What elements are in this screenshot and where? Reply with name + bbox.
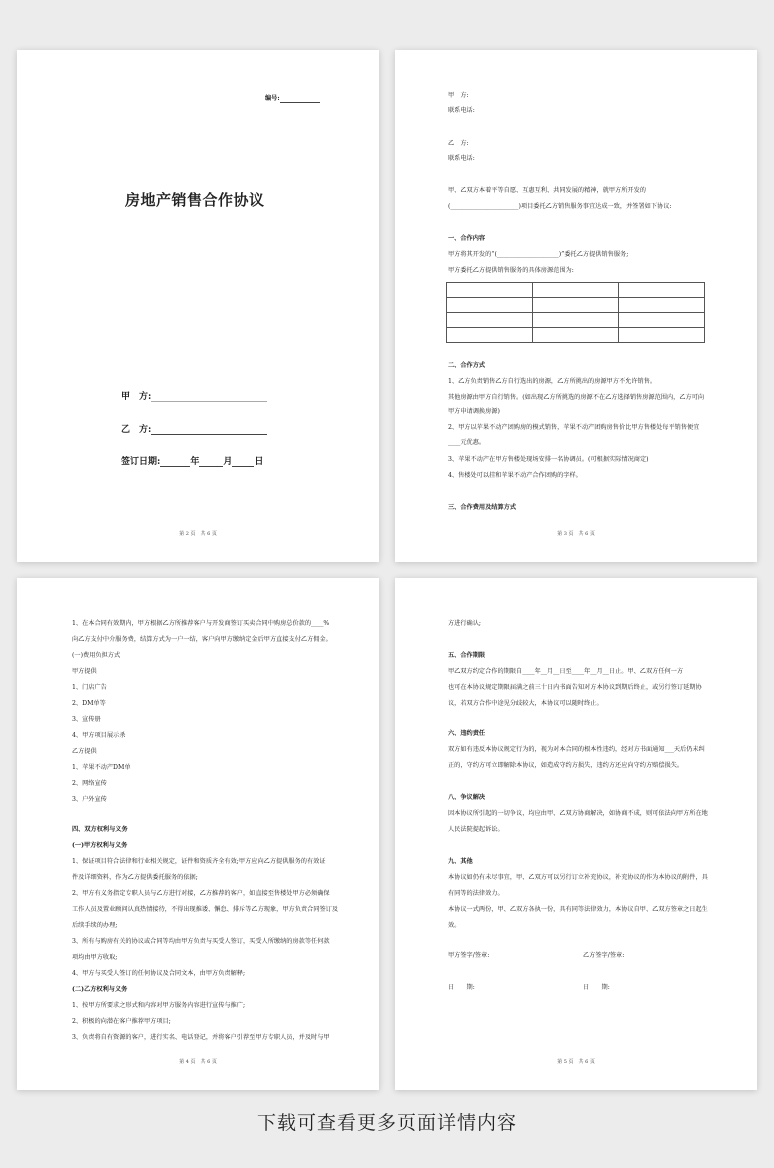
text-line: 甲方将其开发的“(____________________)”委托乙方提供销售服务; (448, 251, 629, 258)
text-line: 效。 (448, 922, 461, 929)
text-line: 1、保证项目符合法律和行业相关规定，证件和资质齐全有效;甲方应向乙方提供服务的有效证 (72, 858, 326, 865)
text-line: 3、户外宣传 (72, 796, 107, 803)
text-line: 3、负责将自有资源的客户，进行实名、电话登记，并将客户引荐至甲方专职人员，并及时与甲 (72, 1034, 330, 1041)
party-b-date: 日 期: (583, 984, 610, 991)
text-line: 4、售楼处可以挂和苹果不动产合作团购的字样。 (448, 472, 582, 479)
text-line: 乙方提供 (72, 748, 97, 755)
text-line: 2、网络宣传 (72, 780, 107, 787)
text-line: 联系电话: (448, 107, 475, 114)
section-heading: 三、合作费用及结算方式 (448, 504, 517, 511)
text-line: 1、苹果不动产DM单 (72, 764, 131, 771)
text-line: 4、甲方与买受人签订的任何协议及合同文本，由甲方负责解释; (72, 970, 246, 977)
sign-date-field: 签订日期: 年 月 日 (121, 457, 264, 467)
page-number: 第 5 页 共 6 页 (557, 1059, 595, 1065)
section-heading: 二、合作方式 (448, 362, 486, 369)
party-b-field: 乙 方: (121, 422, 267, 435)
page-4 (17, 578, 379, 1090)
section-heading: 一、合作内容 (448, 235, 486, 242)
text-line: 甲方委托乙方提供销售服务的具体房源范围为: (448, 267, 574, 274)
page-number: 第 4 页 共 6 页 (179, 1059, 217, 1065)
page-3 (395, 50, 757, 562)
text-line: 其他房源由甲方自行销售。(如出现乙方所挑选的房源不在乙方选择销售房源范围内，乙方可向 (448, 394, 705, 401)
text-line: 1、在本合同有效期内，甲方根据乙方所推荐客户与开发商签订买卖合同中购房总价款的____% (72, 620, 330, 627)
text-line: 工作人员及置业顾问认真热情接待，不得出现推诿、懈怠、排斥等乙方现象，甲方负责合同签订及 (72, 906, 339, 913)
text-line: 1、门店广告 (72, 684, 107, 691)
text-line: 2、积极的向潜在客户推荐甲方项目; (72, 1018, 171, 1025)
text-line: 乙 方: (448, 140, 469, 147)
text-line: 2、DM单等 (72, 700, 106, 707)
text-line: 也可在本协议规定期限届满之前三十日内书面告知对方本协议到期后终止，或另行签订延期协 (448, 684, 702, 691)
section-heading: 八、争议解决 (448, 794, 486, 801)
text-line: (一)费用负担方式 (72, 652, 121, 659)
text-line: 后续手续的办理; (72, 922, 118, 929)
section-heading: 九、其他 (448, 858, 473, 865)
text-line: 议，若双方合作中途见分歧较大，本协议可以随时终止。 (448, 700, 603, 707)
text-line: 方进行确认; (448, 620, 482, 627)
text-line: 甲、乙双方本着平等自愿、互惠互利、共同发展的精神，就甲方所开发的 (448, 187, 646, 194)
number-field: 编号: (265, 93, 320, 103)
text-line: 项均由甲方收取; (72, 954, 118, 961)
page-5 (395, 578, 757, 1090)
page-number: 第 3 页 共 6 页 (557, 531, 595, 537)
text-line: 人民法院提起诉讼。 (448, 826, 504, 833)
text-line: 双方如有违反本协议规定行为的，视为对本合同的根本性违约，经对方书面通知___天后仍未纠 (448, 746, 705, 753)
subsection-heading: (二)乙方权利与义务 (72, 986, 128, 993)
text-line: 3、苹果不动产在甲方售楼处现场安排一名协调员。(可根据实际情况商定) (448, 456, 649, 463)
page-number: 第 2 页 共 6 页 (179, 531, 217, 537)
text-line: 甲 方: (448, 92, 469, 99)
text-line: 联系电话: (448, 155, 475, 162)
document-title: 房地产销售合作协议 (125, 191, 265, 209)
text-line: 甲方提供 (72, 668, 97, 675)
text-line: 甲乙双方约定合作的期限自____年__月__日至____年__月__日止。甲、乙双方任何一方 (448, 668, 684, 675)
text-line: 本协议如仍有未尽事宜，甲、乙双方可以另行订立补充协议，补充协议的作为本协议的附件，具 (448, 874, 708, 881)
text-line: 1、乙方负责销售乙方自行选出的房源，乙方所挑出的房源甲方不允许销售。 (448, 378, 657, 385)
housing-scope-table (446, 282, 705, 343)
party-a-field: 甲 方: (121, 389, 267, 402)
text-line: 2、甲方有义务指定专职人员与乙方进行对接，乙方推荐的客户，如直接至售楼处甲方必须确保 (72, 890, 330, 897)
text-line: 向乙方支付中介服务费，结算方式为一户一结，客户向甲方缴纳定金后甲方直接支付乙方佣金。 (72, 636, 332, 643)
text-line: 3、所有与购房有关的协议或合同等均由甲方负责与买受人签订，买受人所缴纳的房款等任何款 (72, 938, 330, 945)
download-more-caption: 下载可查看更多页面详情内容 (256, 1112, 517, 1134)
page-cover (17, 50, 379, 562)
text-line: (______________________)项目委托乙方销售服务事宜达成一致，并签署如下协议: (448, 203, 672, 210)
text-line: 本协议一式两份，甲、乙双方各执一份，具有同等法律效力，本协议自甲、乙双方签章之日起生 (448, 906, 708, 913)
text-line: 4、甲方项目展示杀 (72, 732, 126, 739)
text-line: 2、甲方以苹果不动产团购房的模式销售，苹果不动产团购房售价比甲方售楼处每平销售便宜 (448, 424, 700, 431)
text-line: 有同等的法律效力。 (448, 890, 504, 897)
section-heading: 五、合作期限 (448, 652, 486, 659)
section-heading: 六、违约责任 (448, 730, 486, 737)
subsection-heading: (一)甲方权利与义务 (72, 842, 128, 849)
text-line: ____元优惠。 (448, 439, 486, 446)
party-a-signature: 甲方签字/签章: (448, 952, 490, 959)
text-line: 甲方申请调换房源) (448, 408, 500, 415)
section-heading: 四、双方权利与义务 (72, 826, 128, 833)
text-line: 因本协议所引起的一切争议，均应由甲、乙双方协商解决，如协商不成，则可依法向甲方所在地 (448, 810, 708, 817)
party-b-signature: 乙方签字/签章: (583, 952, 625, 959)
text-line: 件及详细资料，作为乙方提供委托服务的依据; (72, 874, 198, 881)
text-line: 3、宣传册 (72, 716, 101, 723)
text-line: 正的，守约方可立即解除本协议，如造成守约方损失，违约方还应向守约方赔偿损失。 (448, 762, 684, 769)
party-a-date: 日 期: (448, 984, 475, 991)
text-line: 1、按甲方所要求之形式和内容对甲方服务内容进行宣传与推广; (72, 1002, 246, 1009)
